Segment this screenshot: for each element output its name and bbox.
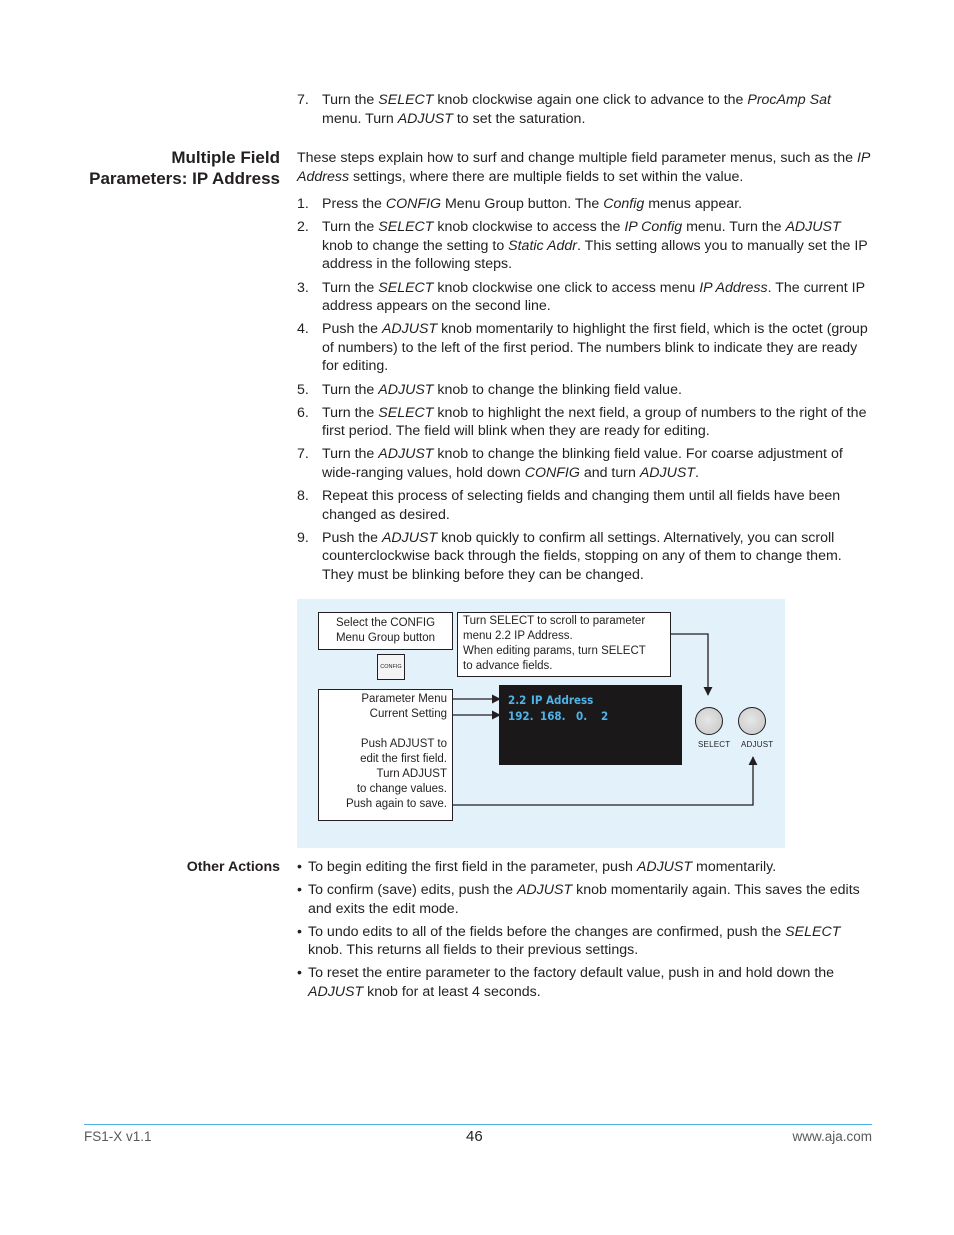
bullet-icon: • [297, 965, 302, 982]
bullet-icon: • [297, 882, 302, 899]
list-item: 2. Turn the SELECT knob clockwise to access the IP Config menu. Turn the ADJUST knob to change the setting to Static Addr. This setting allows you to manually set the IP address in the following steps. [297, 219, 868, 273]
step-number: 8. [297, 488, 309, 504]
bullet-item: • To reset the entire parameter to the factory default value, push in and hold down the ADJUST knob for at least 4 seconds. [297, 965, 835, 1001]
step-number: 4. [297, 321, 309, 338]
list-item: 5. Turn the ADJUST knob to change the blinking field value. [297, 381, 682, 398]
bullet-item: • To begin editing the first field in the parameter, push ADJUST momentarily. [297, 859, 777, 875]
select-knob[interactable] [695, 707, 723, 735]
list-item: 8. Repeat this process of selecting fields and changing them until all fields have been changed as desired. [297, 488, 841, 523]
adjust-knob[interactable] [738, 707, 766, 735]
adjust-knob-label: ADJUST [741, 740, 774, 749]
lcd-menu-number: 2.2 [508, 693, 527, 707]
lcd-field: 0. [576, 709, 588, 723]
push-adjust-text: Push ADJUST to edit the first field. Turn ADJUST to change values. Push again to save. [345, 738, 447, 810]
list-item: 1. Press the CONFIG Menu Group button. The Config menus appear. [297, 196, 743, 213]
other-actions-heading: Other Actions [186, 859, 280, 875]
footer-doc-version: FS1-X v1.1 [84, 1129, 152, 1144]
section-body [297, 149, 873, 589]
select-callout: Turn SELECT to scroll to parameter menu 2.2 IP Address. When editing params, turn SELECT to advance fields. [457, 612, 671, 677]
step-number: 7. [297, 446, 309, 463]
steps-list [297, 195, 873, 584]
step-number: 9. [297, 529, 309, 546]
section-intro: These steps explain how to surf and change multiple field parameter menus, such as the IP Address settings, where there are multiple fields to set within the value. [297, 150, 870, 185]
bullet-item: • To confirm (save) edits, push the ADJUST knob momentarily again. This saves the edits and exits the edit mode. [297, 882, 860, 917]
lcd-field: 168. [540, 709, 566, 723]
lcd-display [499, 685, 682, 765]
bullet-item: • To undo edits to all of the fields before the changes are confirmed, push the SELECT knob. This returns all fields to their previous settings. [297, 923, 841, 959]
intro-step [297, 91, 873, 133]
step-number: 1. [297, 196, 309, 213]
lcd-menu-label: IP Address [531, 693, 594, 707]
step-number: 6. [297, 404, 309, 421]
page-number: 46 [466, 1128, 483, 1145]
list-item: 9. Push the ADJUST knob quickly to confirm all settings. Alternatively, you can scroll counterclockwise back through the fields, stopping on any of them to change them. They must be blinking before they can be changed. [297, 529, 842, 583]
list-item: 7. Turn the SELECT knob clockwise again one click to advance to the ProcAmp Sat menu. Turn ADJUST to set the saturation. [297, 92, 831, 127]
step-number: 3. [297, 279, 309, 296]
list-item: 6. Turn the SELECT knob to highlight the next field, a group of numbers to the right of the first period. The field will blink when they are ready for editing. [297, 404, 867, 440]
config-button[interactable]: CONFIG [377, 654, 405, 680]
bullet-icon: • [297, 859, 302, 875]
other-actions-list [297, 858, 873, 1006]
step-number: 5. [297, 381, 309, 398]
list-item: 3. Turn the SELECT knob clockwise one click to access menu IP Address. The current IP address appears on the second line. [297, 279, 865, 315]
select-knob-label: SELECT [698, 740, 731, 749]
list-item: 7. Turn the ADJUST knob to change the blinking field value. For coarse adjustment of wide-ranging values, hold down CONFIG and turn ADJUST. [297, 446, 843, 481]
lcd-field: 192. [508, 709, 534, 723]
config-callout: Select the CONFIG Menu Group button [318, 612, 453, 650]
step-number: 2. [297, 219, 309, 236]
footer-rule [84, 1124, 872, 1125]
bullet-icon: • [297, 923, 302, 940]
section-heading: Multiple Field Parameters: IP Address [89, 148, 280, 188]
lcd-field: 2 [601, 709, 609, 723]
adjust-callout: Parameter Menu Current Setting Push ADJUST to edit the first field. Turn ADJUST to change values. Push again to save. [318, 689, 453, 821]
footer-website: www.aja.com [792, 1129, 872, 1144]
front-panel-diagram [297, 599, 785, 848]
list-item: 4. Push the ADJUST knob momentarily to highlight the first field, which is the octet (group of numbers) to the left of the first period. The numbers blink to indicate they are ready for editing. [297, 321, 868, 375]
step-number: 7. [297, 92, 309, 108]
